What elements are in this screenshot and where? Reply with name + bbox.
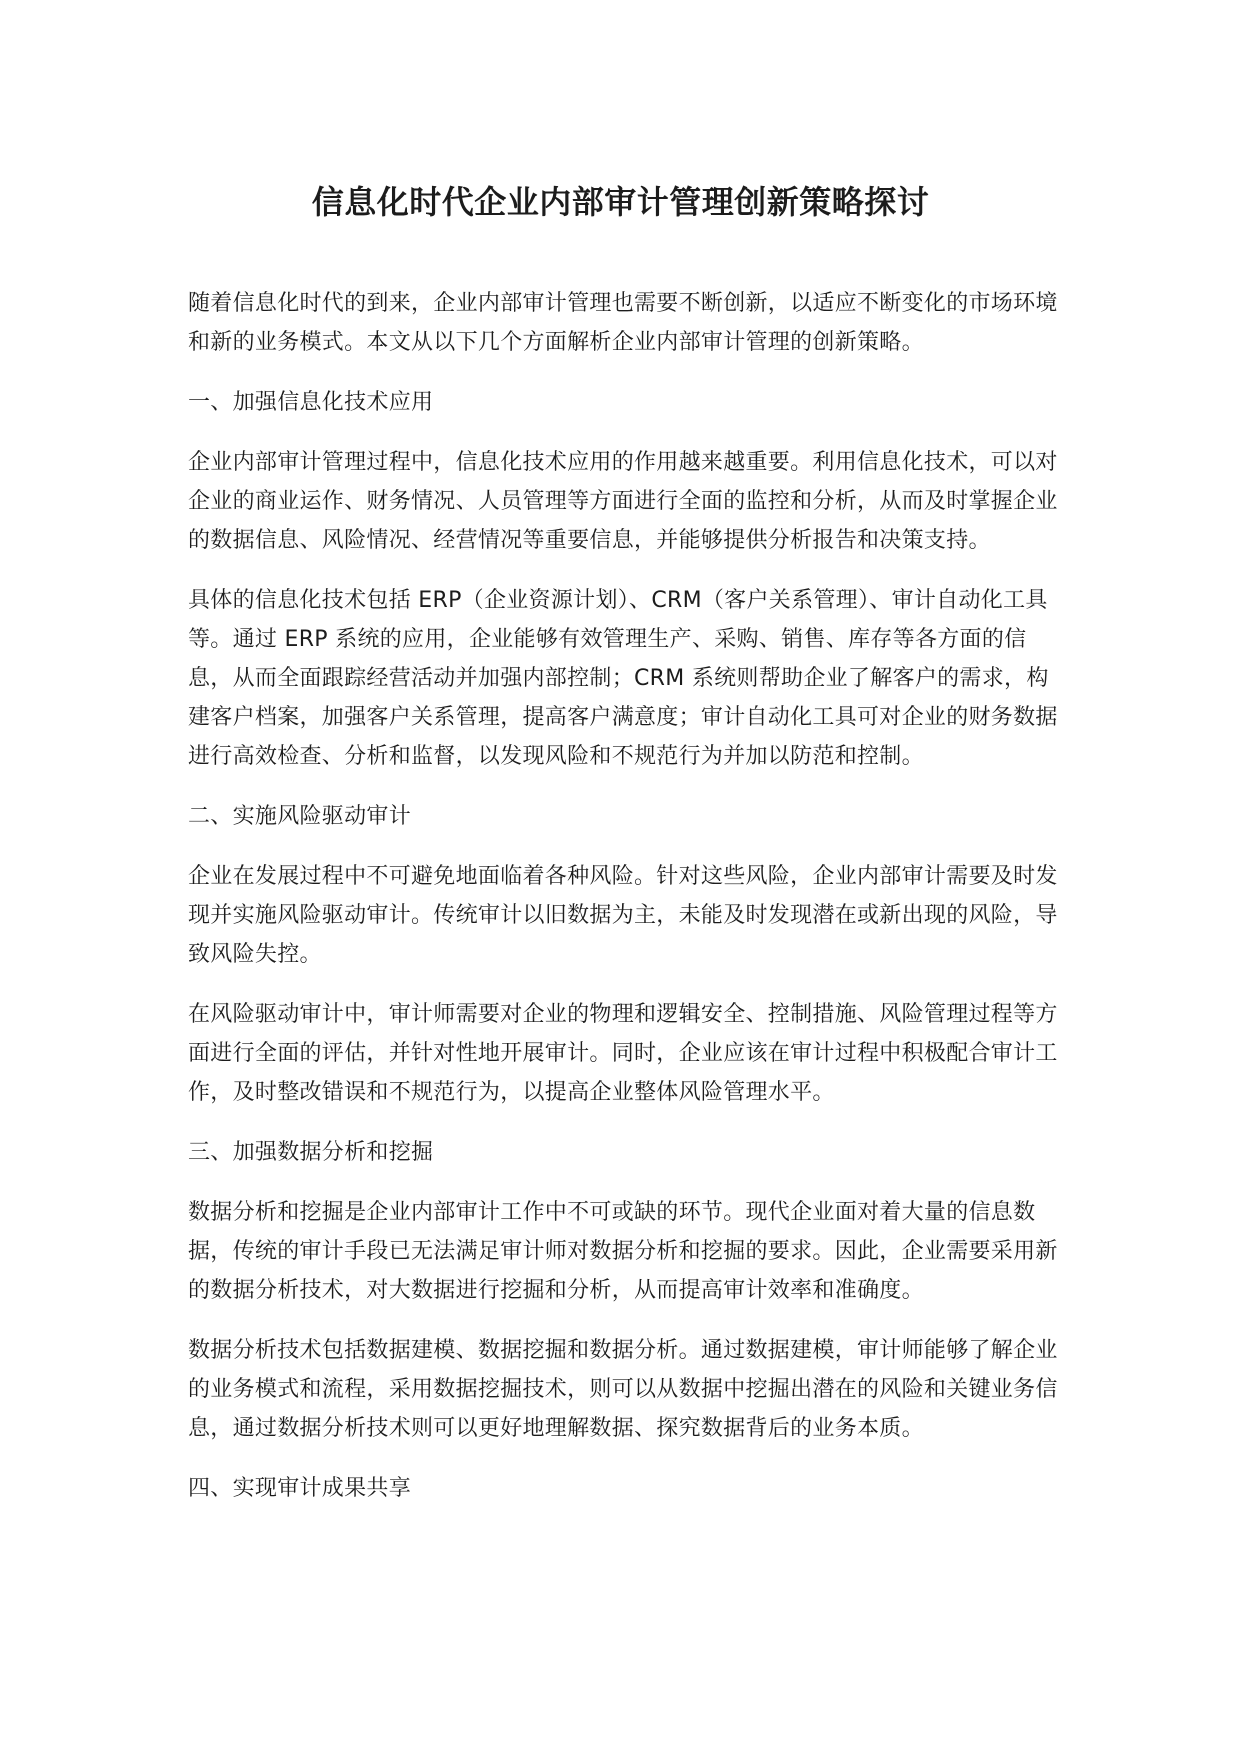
document-body	[188, 284, 1068, 1529]
section-heading: 三、加强数据分析和挖掘	[188, 1140, 434, 1165]
paragraph: 企业内部审计管理过程中，信息化技术应用的作用越来越重要。利用信息化技术，可以对企业的商业运作、财务情况、人员管理等方面进行全面的监控和分析，从而及时掌握企业的数据信息、风险情况、经营情况等重要信息，并能够提供分析报告和决策支持。	[188, 450, 1058, 553]
section-heading: 四、实现审计成果共享	[188, 1476, 412, 1501]
paragraph: 随着信息化时代的到来，企业内部审计管理也需要不断创新，以适应不断变化的市场环境和新的业务模式。本文从以下几个方面解析企业内部审计管理的创新策略。	[188, 291, 1058, 355]
paragraph: 数据分析技术包括数据建模、数据挖掘和数据分析。通过数据建模，审计师能够了解企业的业务模式和流程，采用数据挖掘技术，则可以从数据中挖掘出潜在的风险和关键业务信息，通过数据分析技术则可以更好地理解数据、探究数据背后的业务本质。	[188, 1338, 1058, 1441]
paragraph: 数据分析和挖掘是企业内部审计工作中不可或缺的环节。现代企业面对着大量的信息数据，传统的审计手段已无法满足审计师对数据分析和挖掘的要求。因此，企业需要采用新的数据分析技术，对大数据进行挖掘和分析，从而提高审计效率和准确度。	[188, 1200, 1058, 1303]
section-heading: 二、实施风险驱动审计	[188, 804, 412, 829]
paragraph: 企业在发展过程中不可避免地面临着各种风险。针对这些风险，企业内部审计需要及时发现并实施风险驱动审计。传统审计以旧数据为主，未能及时发现潜在或新出现的风险，导致风险失控。	[188, 864, 1058, 967]
section-heading: 一、加强信息化技术应用	[188, 390, 434, 415]
document-title: 信息化时代企业内部审计管理创新策略探讨	[311, 183, 930, 221]
paragraph: 在风险驱动审计中，审计师需要对企业的物理和逻辑安全、控制措施、风险管理过程等方面进行全面的评估，并针对性地开展审计。同时，企业应该在审计过程中积极配合审计工作，及时整改错误和不规范行为，以提高企业整体风险管理水平。	[188, 1002, 1058, 1105]
paragraph: 具体的信息化技术包括 ERP（企业资源计划）、CRM（客户关系管理）、审计自动化工具等。通过 ERP 系统的应用，企业能够有效管理生产、采购、销售、库存等各方面的信息，从而全面跟踪经营活动并加强内部控制；CRM 系统则帮助企业了解客户的需求，构建客户档案，加强客户关系管理，提高客户满意度；审计自动化工具可对企业的财务数据进行高效检查、分析和监督，以发现风险和不规范行为并加以防范和控制。	[188, 588, 1058, 769]
